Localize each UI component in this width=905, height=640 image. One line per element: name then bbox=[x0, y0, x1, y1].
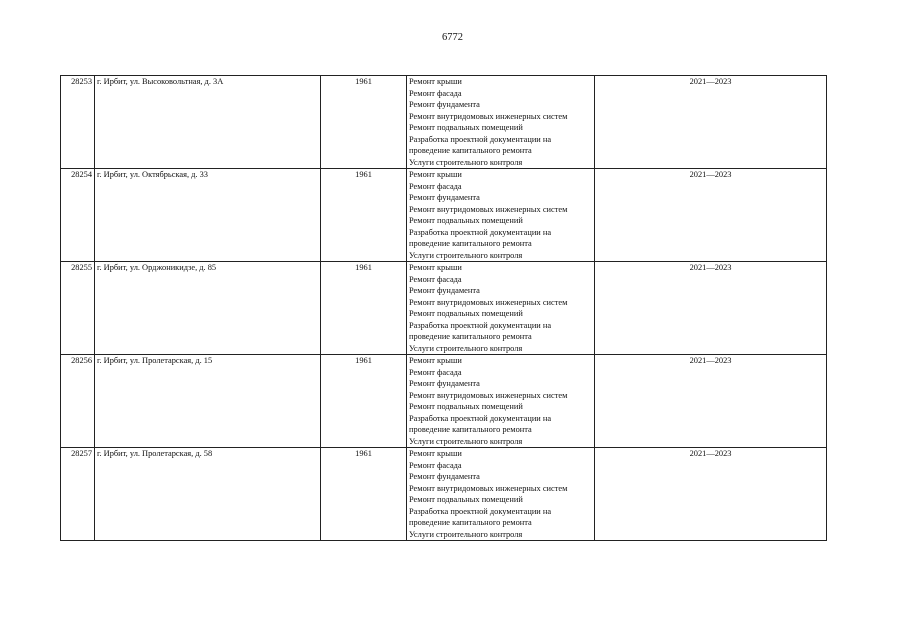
building-address: г. Ирбит, ул. Октябрьская, д. 33 bbox=[95, 169, 321, 262]
repair-period: 2021—2023 bbox=[595, 169, 827, 262]
work-item: Услуги строительного контроля bbox=[409, 157, 523, 167]
work-item: Услуги строительного контроля bbox=[409, 529, 523, 539]
repair-works-list bbox=[407, 262, 595, 355]
construction-year: 1961 bbox=[321, 448, 407, 541]
work-item: проведение капитального ремонта bbox=[409, 146, 532, 155]
work-item: Ремонт фундамента bbox=[409, 100, 480, 109]
work-item: Ремонт внутридомовых инженерных систем bbox=[409, 297, 568, 307]
work-item: Ремонт фасада bbox=[409, 460, 462, 470]
repair-works-list bbox=[407, 448, 595, 541]
work-item: Услуги строительного контроля bbox=[409, 436, 523, 446]
row-number: 28255 bbox=[61, 262, 95, 355]
work-item: Услуги строительного контроля bbox=[409, 343, 523, 353]
work-item: Ремонт фасада bbox=[409, 367, 462, 377]
page-number: 6772 bbox=[442, 32, 463, 43]
building-address: г. Ирбит, ул. Орджоникидзе, д. 85 bbox=[95, 262, 321, 355]
work-item: Ремонт фасада bbox=[409, 274, 462, 284]
repair-works-list bbox=[407, 76, 595, 169]
repair-period: 2021—2023 bbox=[595, 262, 827, 355]
construction-year: 1961 bbox=[321, 355, 407, 448]
work-item: Ремонт подвальных помещений bbox=[409, 495, 523, 504]
repair-works-list bbox=[407, 355, 595, 448]
work-item: Ремонт фундамента bbox=[409, 286, 480, 295]
work-item: Разработка проектной документации на bbox=[409, 320, 552, 330]
row-number: 28254 bbox=[61, 169, 95, 262]
work-item: Ремонт фундамента bbox=[409, 472, 480, 481]
repair-schedule-table bbox=[60, 75, 827, 541]
work-item: Ремонт внутридомовых инженерных систем bbox=[409, 390, 568, 400]
row-number: 28257 bbox=[61, 448, 95, 541]
repair-works-list bbox=[407, 169, 595, 262]
work-item: Разработка проектной документации на bbox=[409, 134, 552, 144]
row-number: 28256 bbox=[61, 355, 95, 448]
construction-year: 1961 bbox=[321, 169, 407, 262]
work-item: Разработка проектной документации на bbox=[409, 413, 552, 423]
work-item: Ремонт фундамента bbox=[409, 379, 480, 388]
building-address: г. Ирбит, ул. Пролетарская, д. 58 bbox=[95, 448, 321, 541]
repair-period: 2021—2023 bbox=[595, 76, 827, 169]
table-row bbox=[61, 448, 827, 541]
table-row bbox=[61, 169, 827, 262]
work-item: проведение капитального ремонта bbox=[409, 239, 532, 248]
work-item: Ремонт фасада bbox=[409, 181, 462, 191]
work-item: Ремонт фасада bbox=[409, 88, 462, 98]
work-item: Ремонт внутридомовых инженерных систем bbox=[409, 204, 568, 214]
work-item: Ремонт внутридомовых инженерных систем bbox=[409, 483, 568, 493]
row-number: 28253 bbox=[61, 76, 95, 169]
construction-year: 1961 bbox=[321, 262, 407, 355]
work-item: Ремонт крыши bbox=[409, 77, 462, 86]
table-row bbox=[61, 262, 827, 355]
repair-period: 2021—2023 bbox=[595, 355, 827, 448]
work-item: Ремонт крыши bbox=[409, 449, 462, 458]
repair-period: 2021—2023 bbox=[595, 448, 827, 541]
work-item: проведение капитального ремонта bbox=[409, 518, 532, 527]
building-address: г. Ирбит, ул. Высоковольтная, д. 3А bbox=[95, 76, 321, 169]
work-item: Ремонт внутридомовых инженерных систем bbox=[409, 111, 568, 121]
work-item: Ремонт фундамента bbox=[409, 193, 480, 202]
work-item: Услуги строительного контроля bbox=[409, 250, 523, 260]
work-item: Ремонт крыши bbox=[409, 263, 462, 272]
work-item: Ремонт крыши bbox=[409, 356, 462, 365]
table-row bbox=[61, 76, 827, 169]
work-item: проведение капитального ремонта bbox=[409, 425, 532, 434]
work-item: Ремонт подвальных помещений bbox=[409, 309, 523, 318]
work-item: Ремонт подвальных помещений bbox=[409, 123, 523, 132]
work-item: Разработка проектной документации на bbox=[409, 227, 552, 237]
work-item: проведение капитального ремонта bbox=[409, 332, 532, 341]
work-item: Ремонт подвальных помещений bbox=[409, 216, 523, 225]
table-row bbox=[61, 355, 827, 448]
work-item: Разработка проектной документации на bbox=[409, 506, 552, 516]
work-item: Ремонт крыши bbox=[409, 170, 462, 179]
building-address: г. Ирбит, ул. Пролетарская, д. 15 bbox=[95, 355, 321, 448]
construction-year: 1961 bbox=[321, 76, 407, 169]
work-item: Ремонт подвальных помещений bbox=[409, 402, 523, 411]
